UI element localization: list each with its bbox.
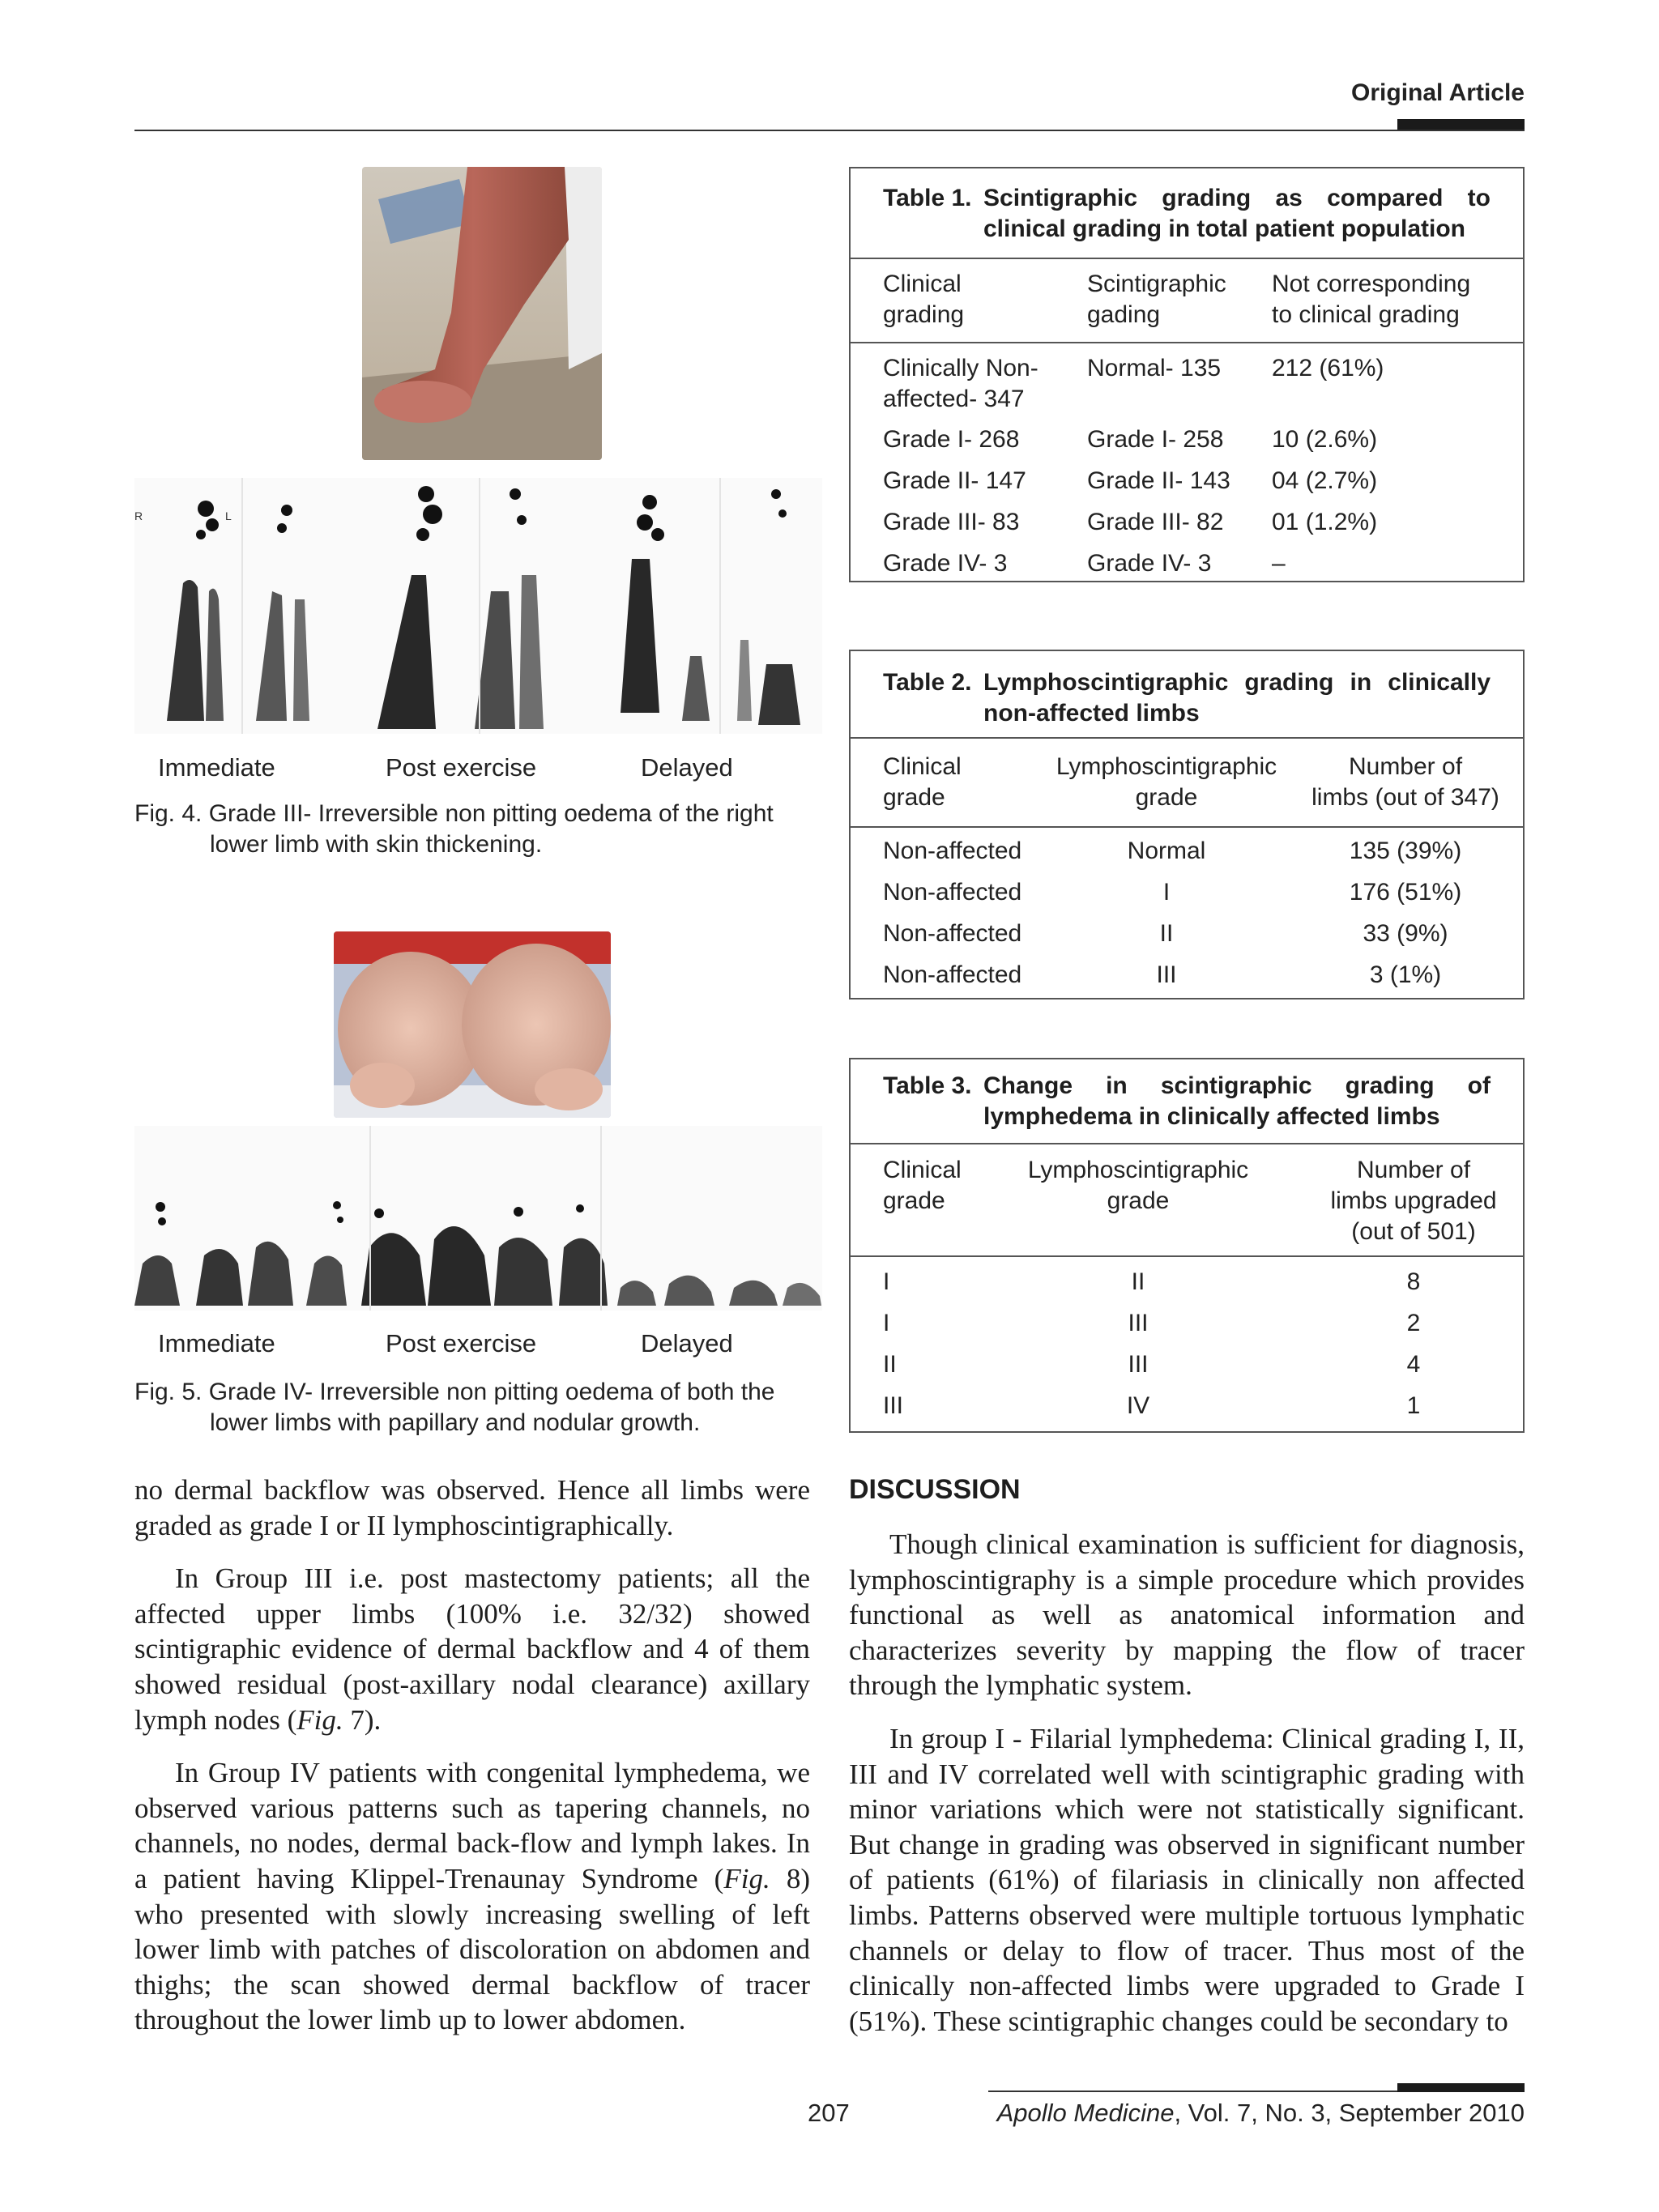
table-header: Clinical grade [883, 1157, 962, 1214]
paragraph: Though clinical examination is sufficient for diagnosis, lymphoscintigraphy is a simple procedure which provides functional as well as anatomical information and characterizes severity by mapping the flow of tracer through the lymphatic system. [849, 1528, 1525, 1702]
scan-divider [600, 1126, 602, 1311]
table-cell: IV [1126, 1392, 1150, 1419]
fig4-label-post-exercise: Post exercise [386, 753, 537, 782]
running-header: Original Article [1351, 79, 1525, 106]
fig5-label-post-exercise: Post exercise [386, 1329, 537, 1357]
table-cell: I [883, 1268, 890, 1295]
table-cell: 176 (51%) [1349, 879, 1462, 906]
table-header: Number of limbs (out of 347) [1311, 753, 1499, 811]
table-3 [849, 1058, 1525, 1433]
table-header: Lymphoscintigraphic grade [1027, 1157, 1249, 1214]
table-header: Number of limbs upgraded (out of 501) [1330, 1157, 1497, 1245]
table-cell: 2 [1406, 1310, 1421, 1336]
table-1-title: Table 1. Scintigraphic grading as compared to clinical grading in total patient population [883, 185, 1491, 242]
fig5-caption [134, 1377, 822, 1438]
scan-divider [241, 478, 243, 734]
table-rule [851, 342, 1523, 343]
table-rule [851, 258, 1523, 259]
table-cell: 8 [1406, 1268, 1421, 1295]
table-header: Clinical grading [883, 271, 965, 328]
scan-divider [719, 478, 721, 734]
table-cell: Grade IV- 3 [883, 550, 1008, 577]
table-cell: Normal [1127, 837, 1206, 864]
table-cell: II [1131, 1268, 1145, 1295]
table-cell: Clinically Non- [883, 355, 1038, 381]
scan-divider [479, 478, 480, 734]
fig4-caption [134, 799, 822, 860]
fig5-photo-feet [334, 931, 611, 1118]
page-number: 207 [808, 2099, 850, 2127]
table-cell: 1 [1406, 1392, 1421, 1419]
table-3-title: Table 3. Change in scintigraphic grading of lymphedema in clinically affected limbs [883, 1072, 1491, 1130]
table-rule [851, 737, 1523, 739]
fig5-caption-line2: lower limbs with papillary and nodular growth. [210, 1409, 701, 1436]
fig5-caption-line1: Fig. 5. Grade IV- Irreversible non pitting oedema of both the [134, 1379, 775, 1405]
table-cell: 212 (61%) [1272, 355, 1384, 381]
table-cell: Grade II- 147 [883, 467, 1026, 494]
table-rule [851, 826, 1523, 828]
table-cell: III [1128, 1310, 1149, 1336]
fig4-label-delayed: Delayed [641, 753, 733, 782]
fig5-label-delayed: Delayed [641, 1329, 733, 1357]
table-cell: Non-affected [883, 920, 1022, 947]
table-cell: 10 (2.6%) [1272, 426, 1378, 453]
section-heading-discussion: DISCUSSION [849, 1474, 1021, 1505]
table-header: Not corresponding to clinical grading [1272, 271, 1471, 328]
table-rule [851, 1143, 1523, 1144]
paragraph: In Group III i.e. post mastectomy patients; all the affected upper limbs (100% i.e. 32/32) showed scintigraphic evidence of dermal backflow and 4 of them showed residual (post-axillary nodal clearance) axillary lymph nodes (Fig. 7). [134, 1562, 810, 1736]
fig4-photo-leg [362, 167, 602, 460]
header-accent-bar [1397, 119, 1525, 130]
table-rule [851, 1255, 1523, 1257]
table-cell: III [1128, 1351, 1149, 1378]
left-column-text [134, 1473, 810, 2038]
fig4-label-immediate: Immediate [158, 753, 275, 782]
table-cell: Grade II- 143 [1087, 467, 1230, 494]
paragraph: no dermal backflow was observed. Hence all limbs were graded as grade I or II lymphoscintigraphically. [134, 1474, 810, 1541]
table-cell: III [883, 1392, 904, 1419]
table-cell: Non-affected [883, 961, 1022, 988]
table-1 [849, 167, 1525, 582]
table-2-title: Table 2. Lymphoscintigraphic grading in clinically non-affected limbs [883, 669, 1491, 727]
table-header: Scintigraphic gading [1087, 271, 1226, 328]
table-cell: Grade III- 83 [883, 509, 1020, 535]
table-cell: 4 [1406, 1351, 1421, 1378]
table-cell: Grade I- 258 [1087, 426, 1224, 453]
table-cell: 01 (1.2%) [1272, 509, 1378, 535]
table-cell: II [1159, 920, 1174, 947]
journal-citation: Apollo Medicine, Vol. 7, No. 3, September 2010 [996, 2099, 1525, 2127]
table-cell: 3 (1%) [1369, 961, 1442, 988]
table-cell: – [1272, 550, 1286, 577]
paragraph: In Group IV patients with congenital lymphedema, we observed various patterns such as tapering channels, no channels, no nodes, dermal back-flow and lymph lakes. In a patient having Klippel-Trenaunay Syndrome (Fig. 8) who presented with slowly increasing swelling of left lower limb with patches of discoloration on abdomen and thighs; the scan showed dermal backflow of tracer throughout the lower limb up to lower abdomen. [134, 1757, 811, 2036]
table-header: Clinical grade [883, 753, 962, 811]
table-cell: Non-affected [883, 837, 1022, 864]
fig5-label-immediate: Immediate [158, 1329, 275, 1357]
table-cell: I [1162, 879, 1171, 906]
scan-marker-right: R [134, 509, 143, 522]
table-cell: III [1156, 961, 1177, 988]
table-cell: Non-affected [883, 879, 1022, 906]
table-cell: affected- 347 [883, 386, 1025, 412]
table-cell: Grade III- 82 [1087, 509, 1224, 535]
header-rule [134, 130, 1525, 131]
fig4-caption-line2: lower limb with skin thickening. [210, 831, 543, 858]
scan-divider [369, 1126, 371, 1311]
table-cell: Normal- 135 [1087, 355, 1222, 381]
table-cell: II [883, 1351, 897, 1378]
table-2 [849, 650, 1525, 999]
table-cell: 135 (39%) [1349, 837, 1462, 864]
paragraph: In group I - Filarial lymphedema: Clinical grading I, II, III and IV correlated well with scintigraphic grading with minor variations which were not statistically significant. But change in grading was observed in significant number of patients (61%) of filariasis in clinically non affected limbs. Patterns observed were multiple tortuous lymphatic channels or delay to flow of tracer. Thus most of the clinically non-affected limbs were upgraded to Grade I (51%). These scintigraphic changes could be secondary to [849, 1722, 1525, 2037]
table-cell: I [883, 1310, 890, 1336]
table-header: Lymphoscintigraphic grade [1056, 753, 1277, 811]
table-cell: Grade I- 268 [883, 426, 1020, 453]
table-cell: 04 (2.7%) [1272, 467, 1378, 494]
footer-accent-bar [1397, 2083, 1525, 2092]
fig4-scintigraphy-scans [134, 478, 822, 734]
table-cell: Grade IV- 3 [1087, 550, 1212, 577]
fig4-caption-line1: Fig. 4. Grade III- Irreversible non pitting oedema of the right [134, 800, 774, 827]
table-cell: 33 (9%) [1363, 920, 1448, 947]
right-column-text [849, 1527, 1525, 2039]
fig5-scintigraphy-scans [134, 1126, 822, 1311]
scan-marker-left: L [225, 509, 232, 522]
